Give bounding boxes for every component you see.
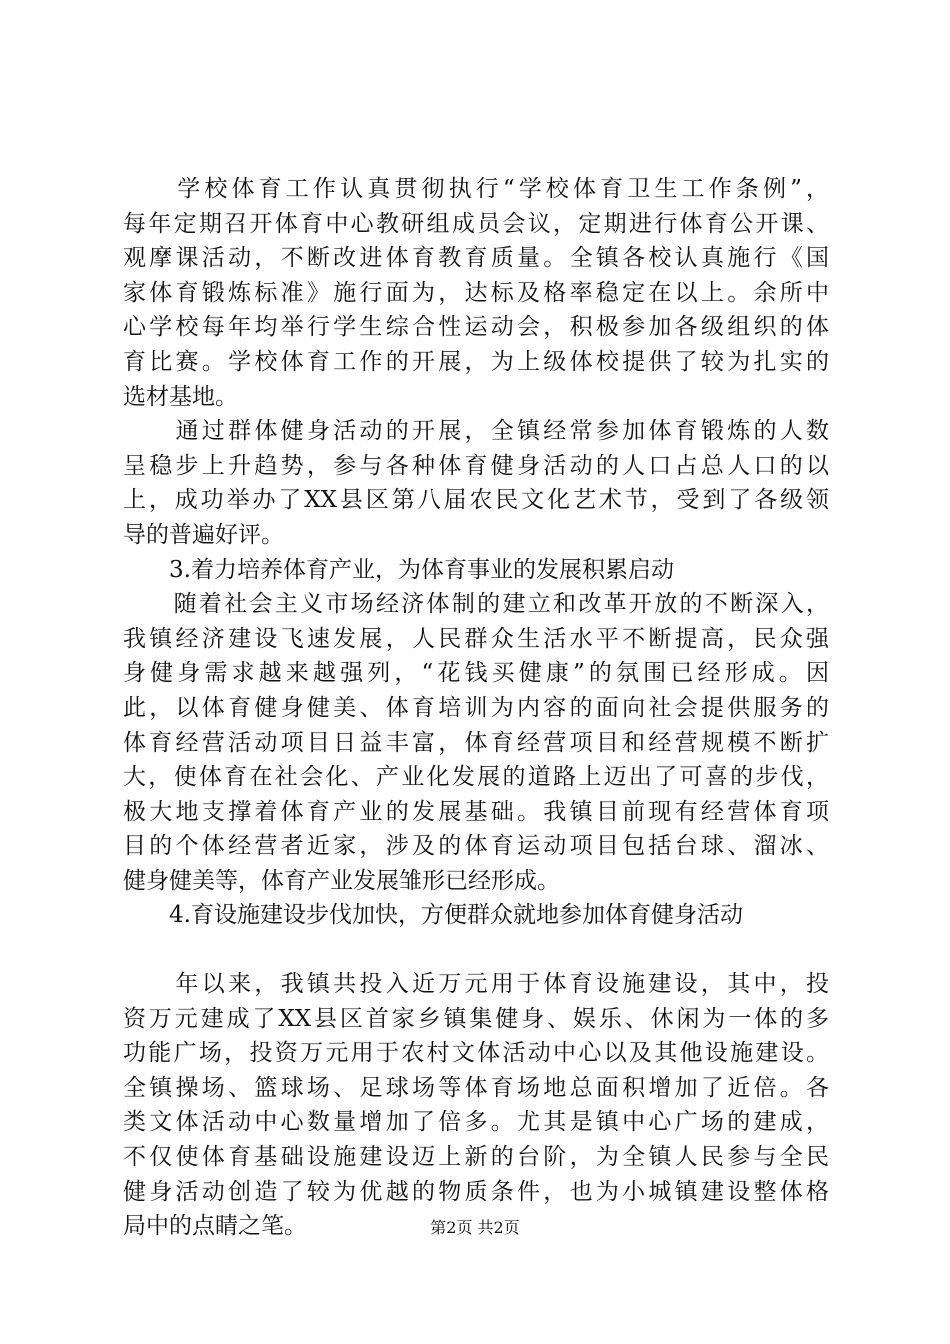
page-footer: 第2页 共2页 [430,1218,520,1237]
text-line: 心学校每年均举行学生综合性运动会，积极参加各级组织的体 [123,314,829,341]
text-line: 功能广场，投资万元用于农村文体活动中心以及其他设施建设。 [123,1040,829,1067]
text-line: 资万元建成了XX县区首家乡镇集健身、娱乐、休闲为一体的多 [123,1005,829,1032]
paragraph [123,587,829,898]
text-line: 此，以体育健身健美、体育培训为内容的面向社会提供服务的 [123,694,829,721]
document-body [123,172,829,1244]
text-line: 极大地支撑着体育产业的发展基础。我镇目前现有经营体育项 [123,798,829,825]
text-line: 身健身需求越来越强列，“花钱买健康”的氛围已经形成。因 [123,660,829,687]
text-line: 家体育锻炼标准》施行面为，达标及格率稳定在以上。余所中 [123,279,829,306]
text-line: 不仅使体育基础设施建设迈上新的台阶，为全镇人民参与全民 [123,1144,829,1171]
section-heading [123,553,829,588]
text-line: 年以来，我镇共投入近万元用于体育设施建设，其中，投 [123,971,829,998]
text-line: 4.育设施建设步伐加快，方便群众就地参加体育健身活动 [123,902,743,929]
text-line: 我镇经济建设飞速发展，人民群众生活水平不断提高，民众强 [123,625,829,652]
text-line: 体育经营活动项目日益丰富，体育经营项目和经营规模不断扩 [123,729,829,756]
text-line: 全镇操场、篮球场、足球场等体育场地总面积增加了近倍。各 [123,1074,829,1101]
text-line: 每年定期召开体育中心教研组成员会议，定期进行体育公开课、 [123,210,829,237]
text-line: 呈稳步上升趋势，参与各种体育健身活动的人口占总人口的以 [123,452,829,479]
text-line: 观摩课活动，不断改进体育教育质量。全镇各校认真施行《国 [123,245,829,272]
text-line: 健身活动创造了较为优越的物质条件，也为小城镇建设整体格 [123,1178,829,1205]
text-line: 3.着力培养体育产业，为体育事业的发展积累启动 [123,556,674,583]
text-line: 导的普遍好评。 [123,521,284,548]
text-line: 局中的点睛之笔。 [123,1213,307,1240]
text-line: 通过群体健身活动的开展，全镇经常参加体育锻炼的人数 [123,418,829,445]
text-line: 育比赛。学校体育工作的开展，为上级体校提供了较为扎实的 [123,348,829,375]
text-line: 大，使体育在社会化、产业化发展的道路上迈出了可喜的步伐， [123,764,829,791]
paragraph [123,172,829,414]
text-line: 目的个体经营者近家，涉及的体育运动项目包括台球、溜冰、 [123,833,829,860]
section-heading [123,898,829,933]
text-line: 选材基地。 [123,383,238,410]
text-line: 类文体活动中心数量增加了倍多。尤其是镇中心广场的建成， [123,1109,829,1136]
text-line: 随着社会主义市场经济体制的建立和改革开放的不断深入， [123,591,829,618]
paragraph [123,414,829,552]
text-line: 上，成功举办了XX县区第八届农民文化艺术节，受到了各级领 [123,487,829,514]
blank-line [123,933,829,967]
text-line: 学校体育工作认真贯彻执行“学校体育卫生工作条例”， [123,176,829,202]
text-line: 健身健美等，体育产业发展雏形已经形成。 [123,867,560,894]
paragraph [123,967,829,1244]
